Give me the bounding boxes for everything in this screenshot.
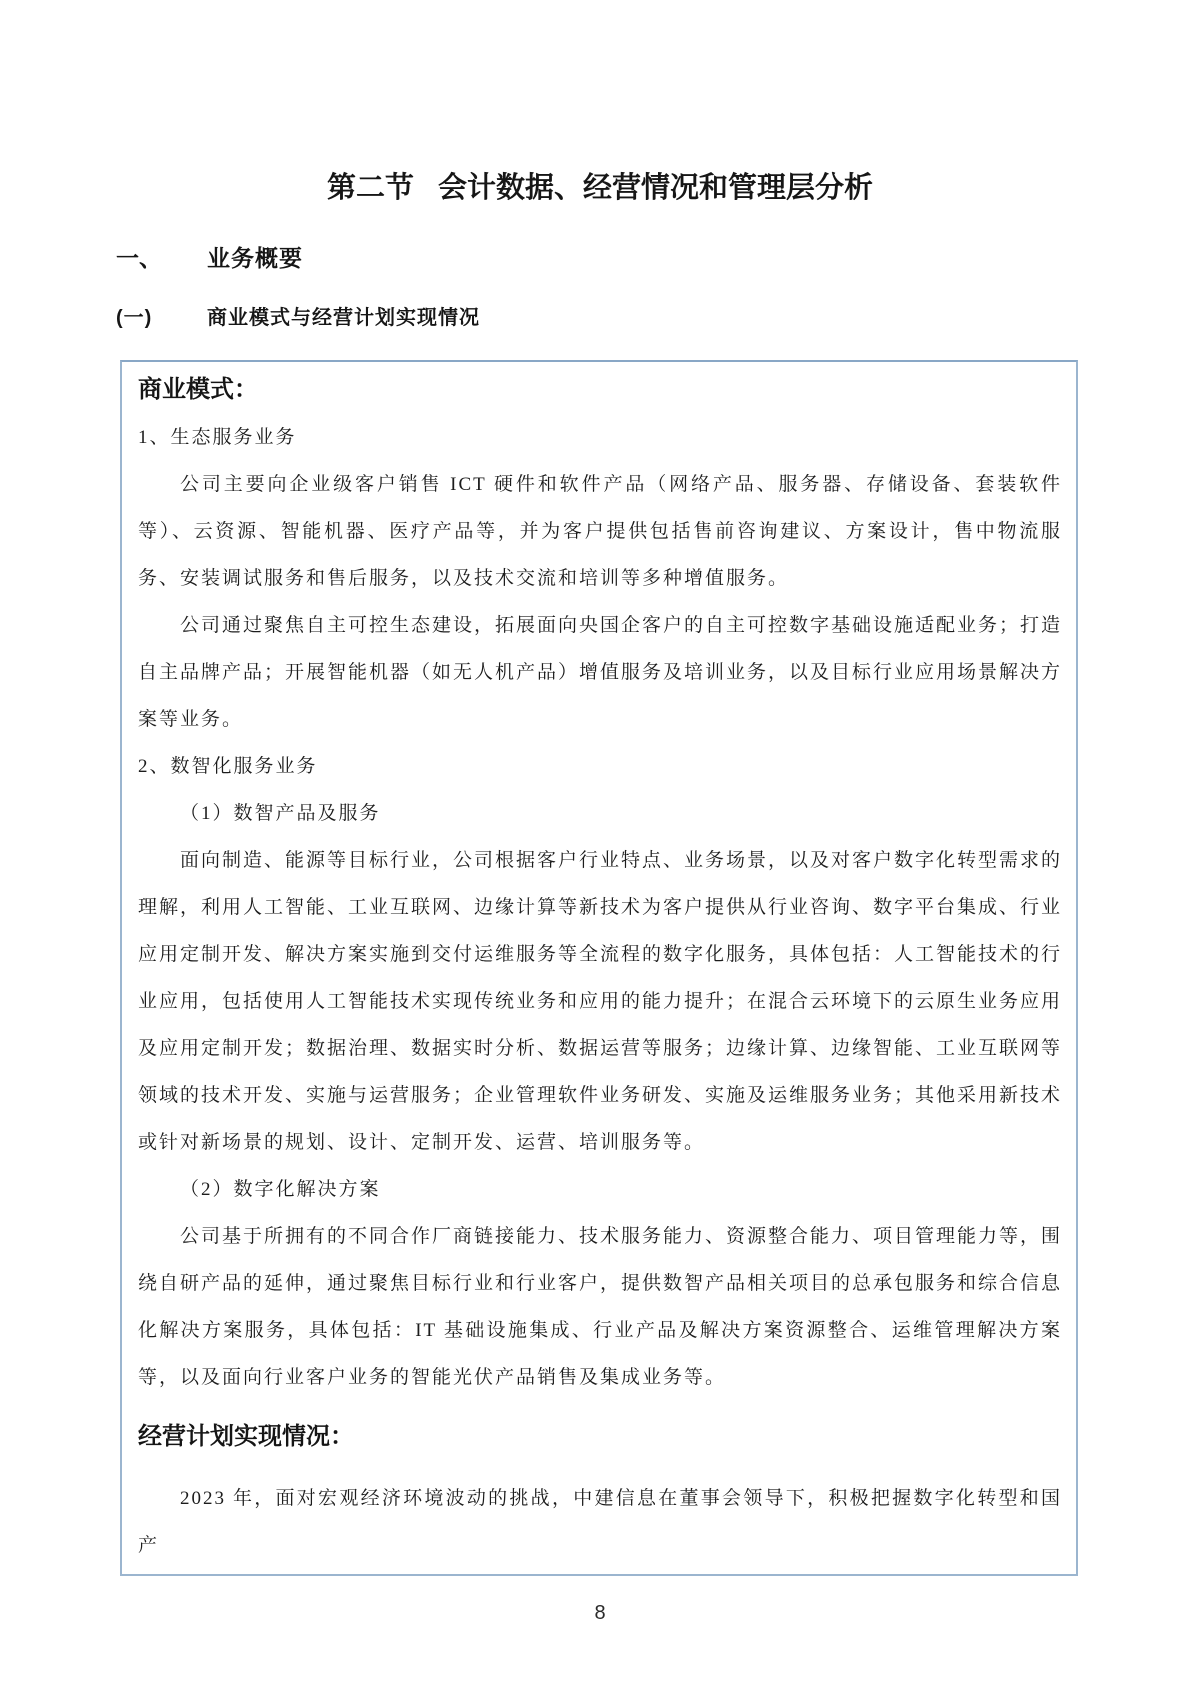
business-model-heading: 商业模式： <box>138 377 258 403</box>
paragraph-ecosystem-services-title: 1、生态服务业务 <box>138 427 297 448</box>
paragraph-digital-solutions-subtitle: （2）数字化解决方案 <box>180 1179 381 1200</box>
section-label: 业务概要 <box>207 245 303 271</box>
section-heading <box>116 244 1200 273</box>
page-number: 8 <box>594 1602 606 1624</box>
subsection-number: (一) <box>116 307 153 329</box>
section-number: 一、 <box>116 245 162 271</box>
paragraph-ecosystem-services-2: 公司通过聚焦自主可控生态建设，拓展面向央国企客户的自主可控数字基础设施适配业务；打造自主品牌产品；开展智能机器（如无人机产品）增值服务及培训业务，以及目标行业应用场景解决方案等业务。 <box>138 615 1063 730</box>
business-model-box <box>120 360 1078 1576</box>
page-title-section-number: 第二节 <box>326 172 414 204</box>
paragraph-digital-services-title: 2、数智化服务业务 <box>138 756 318 777</box>
paragraph-operating-plan: 2023 年，面对宏观经济环境波动的挑战，中建信息在董事会领导下，积极把握数字化转型和国产 <box>138 1488 1062 1556</box>
page-title-text: 会计数据、经营情况和管理层分析 <box>438 172 874 204</box>
paragraph-ecosystem-services-1: 公司主要向企业级客户销售 ICT 硬件和软件产品（网络产品、服务器、存储设备、套装软件等）、云资源、智能机器、医疗产品等，并为客户提供包括售前咨询建议、方案设计，售中物流服务、安装调试服务和售后服务，以及技术交流和培训等多种增值服务。 <box>138 474 1062 589</box>
operating-plan-heading: 经营计划实现情况： <box>138 1424 354 1450</box>
paragraph-digital-solutions-body: 公司基于所拥有的不同合作厂商链接能力、技术服务能力、资源整合能力、项目管理能力等，围绕自研产品的延伸，通过聚焦目标行业和行业客户，提供数智产品相关项目的总承包服务和综合信息化解决方案服务，具体包括：IT 基础设施集成、行业产品及解决方案资源整合、运维管理解决方案等，以及面向行业客户业务的智能光伏产品销售及集成业务等。 <box>138 1226 1063 1388</box>
subsection-heading <box>116 305 1200 332</box>
page-title <box>0 170 1200 207</box>
paragraph-digital-products-body: 面向制造、能源等目标行业，公司根据客户行业特点、业务场景，以及对客户数字化转型需求的理解，利用人工智能、工业互联网、边缘计算等新技术为客户提供从行业咨询、数字平台集成、行业应用定制开发、解决方案实施到交付运维服务等全流程的数字化服务，具体包括：人工智能技术的行业应用，包括使用人工智能技术实现传统业务和应用的能力提升；在混合云环境下的云原生业务应用及应用定制开发；数据治理、数据实时分析、数据运营等服务；边缘计算、边缘智能、工业互联网等领域的技术开发、实施与运营服务；企业管理软件业务研发、实施及运维服务业务；其他采用新技术或针对新场景的规划、设计、定制开发、运营、培训服务等。 <box>138 850 1063 1153</box>
subsection-label: 商业模式与经营计划实现情况 <box>207 307 480 329</box>
paragraph-digital-products-subtitle: （1）数智产品及服务 <box>180 803 381 824</box>
